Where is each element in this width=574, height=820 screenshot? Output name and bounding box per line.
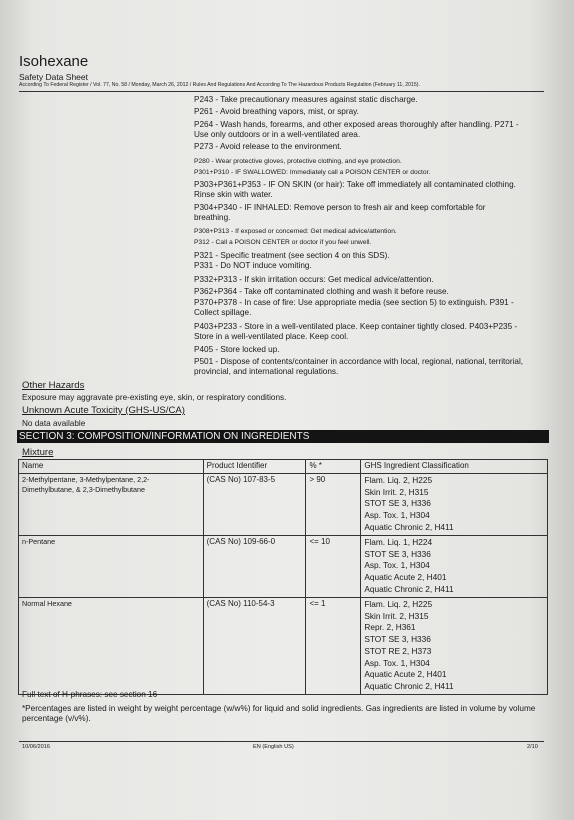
header-divider xyxy=(19,91,544,92)
precautionary-statement: P332+P313 - If skin irritation occurs: Get medical advice/attention. xyxy=(194,275,434,284)
precautionary-statement: P370+P378 - In case of fire: Use appropriate media (see section 5) to extinguish. P391 - Collect spillage. xyxy=(194,298,514,317)
percent-value: <= 10 xyxy=(306,536,361,598)
table-row xyxy=(19,598,548,695)
unknown-toxicity-text: No data available xyxy=(22,419,86,428)
classification-entry: Aquatic Acute 2, H401 xyxy=(364,572,447,583)
ghs-classification xyxy=(361,474,548,536)
other-hazards-text: Exposure may aggravate pre-existing eye, skin, or respiratory conditions. xyxy=(22,393,287,402)
footer-date: 10/06/2016 xyxy=(22,744,50,750)
precautionary-statement: P308+P313 - If exposed or concerned: Get medical advice/attention. xyxy=(194,228,397,235)
classification-entry: Aquatic Chronic 2, H411 xyxy=(364,680,454,691)
precautionary-statement: P405 - Store locked up. xyxy=(194,345,280,354)
mixture-heading: Mixture xyxy=(22,447,54,458)
precautionary-statement: P261 - Avoid breathing vapors, mist, or spray. xyxy=(194,107,359,116)
precautionary-statement: P273 - Avoid release to the environment. xyxy=(194,142,342,151)
precautionary-statement: P301+P310 - IF SWALLOWED: Immediately call a POISON CENTER or doctor. xyxy=(194,169,431,176)
classification-entry: Flam. Liq. 1, H224 xyxy=(364,537,433,547)
precautionary-statement: P362+P364 - Take off contaminated clothing and wash it before reuse. xyxy=(194,287,449,296)
classification-entry: Asp. Tox. 1, H304 xyxy=(364,657,430,668)
precautionary-statement: P264 - Wash hands, forearms, and other exposed areas thoroughly after handling. P271 - Use only outdoors or in a well-ventilated area. xyxy=(194,120,519,139)
column-header-classification: GHS Ingredient Classification xyxy=(361,460,548,474)
percent-value: <= 1 xyxy=(306,598,361,695)
precautionary-statement: P243 - Take precautionary measures against static discharge. xyxy=(194,95,418,104)
precautionary-statement: P403+P233 - Store in a well-ventilated place. Keep container tightly closed. P403+P235 - Store in a well-ventilated place. Keep cool. xyxy=(194,322,518,341)
percent-value: > 90 xyxy=(306,474,361,536)
footer-divider xyxy=(19,741,544,742)
ingredient-name: n-Pentane xyxy=(19,536,204,598)
column-header-percent: % * xyxy=(306,460,361,474)
footer-language: EN (English US) xyxy=(253,744,294,750)
classification-entry: STOT RE 2, H373 xyxy=(364,645,432,656)
classification-entry: STOT SE 3, H336 xyxy=(364,498,431,509)
precautionary-statement: P321 - Specific treatment (see section 4 on this SDS). P331 - Do NOT induce vomiting. xyxy=(194,251,390,270)
column-header-identifier: Product Identifier xyxy=(203,460,306,474)
table-row xyxy=(19,474,548,536)
precautionary-statement: P501 - Dispose of contents/container in accordance with local, regional, national, territorial, provincial, and international regulations. xyxy=(194,357,524,376)
classification-entry: Skin Irrit. 2, H315 xyxy=(364,486,429,497)
classification-entry: Aquatic Chronic 2, H411 xyxy=(364,521,454,532)
classification-entry: Asp. Tox. 1, H304 xyxy=(364,560,430,571)
document-subtitle: Safety Data Sheet xyxy=(19,72,88,82)
product-identifier: (CAS No) 110-54-3 xyxy=(203,598,306,695)
product-identifier: (CAS No) 109-66-0 xyxy=(203,536,306,598)
ghs-classification xyxy=(361,598,548,695)
classification-entry: Flam. Liq. 2, H225 xyxy=(364,599,433,609)
classification-entry: Asp. Tox. 1, H304 xyxy=(364,510,430,521)
h-phrases-note: Full text of H-phrases: see section 16 xyxy=(22,690,158,699)
classification-entry: Repr. 2, H361 xyxy=(364,622,416,633)
document-title: Isohexane xyxy=(19,53,89,70)
ingredient-name: 2-Methylpentane, 3-Methylpentane, 2,2-Dimethylbutane, & 2,3-Dimethylbutane xyxy=(19,474,204,536)
ingredient-name: Normal Hexane xyxy=(19,598,204,695)
precautionary-statement: P303+P361+P353 - IF ON SKIN (or hair): Take off immediately all contaminated clothing. Rinse skin with water. xyxy=(194,180,516,199)
product-identifier: (CAS No) 107-83-5 xyxy=(203,474,306,536)
classification-entry: Aquatic Chronic 2, H411 xyxy=(364,583,454,594)
percentage-note: *Percentages are listed in weight by weight percentage (w/w%) for liquid and solid ingredients. Gas ingredients are listed in volume by volume percentage (v/v%). xyxy=(22,704,536,723)
column-header-name: Name xyxy=(19,460,204,474)
classification-entry: Skin Irrit. 2, H315 xyxy=(364,610,429,621)
ghs-classification xyxy=(361,536,548,598)
section-3-title: SECTION 3: COMPOSITION/INFORMATION ON INGREDIENTS xyxy=(17,430,549,443)
table-header-row xyxy=(19,460,548,474)
regulation-line: According To Federal Register / Vol. 77, No. 58 / Monday, March 26, 2012 / Rules And Regulations And According To The Hazardous Products Regulation (February 11, 2015). xyxy=(19,82,420,88)
unknown-toxicity-heading: Unknown Acute Toxicity (GHS-US/CA) xyxy=(22,405,185,416)
precautionary-statement: P304+P340 - IF INHALED: Remove person to fresh air and keep comfortable for breathing. xyxy=(194,203,486,222)
ingredients-table xyxy=(18,459,548,695)
footer-page-number: 2/10 xyxy=(527,744,538,750)
classification-entry: STOT SE 3, H336 xyxy=(364,548,431,559)
classification-entry: Flam. Liq. 2, H225 xyxy=(364,475,433,485)
other-hazards-heading: Other Hazards xyxy=(22,380,85,391)
precautionary-statement: P312 - Call a POISON CENTER or doctor if you feel unwell. xyxy=(194,239,372,246)
classification-entry: Aquatic Acute 2, H401 xyxy=(364,669,447,680)
table-row xyxy=(19,536,548,598)
classification-entry: STOT SE 3, H336 xyxy=(364,634,431,645)
precautionary-statement: P280 - Wear protective gloves, protective clothing, and eye protection. xyxy=(194,158,402,165)
